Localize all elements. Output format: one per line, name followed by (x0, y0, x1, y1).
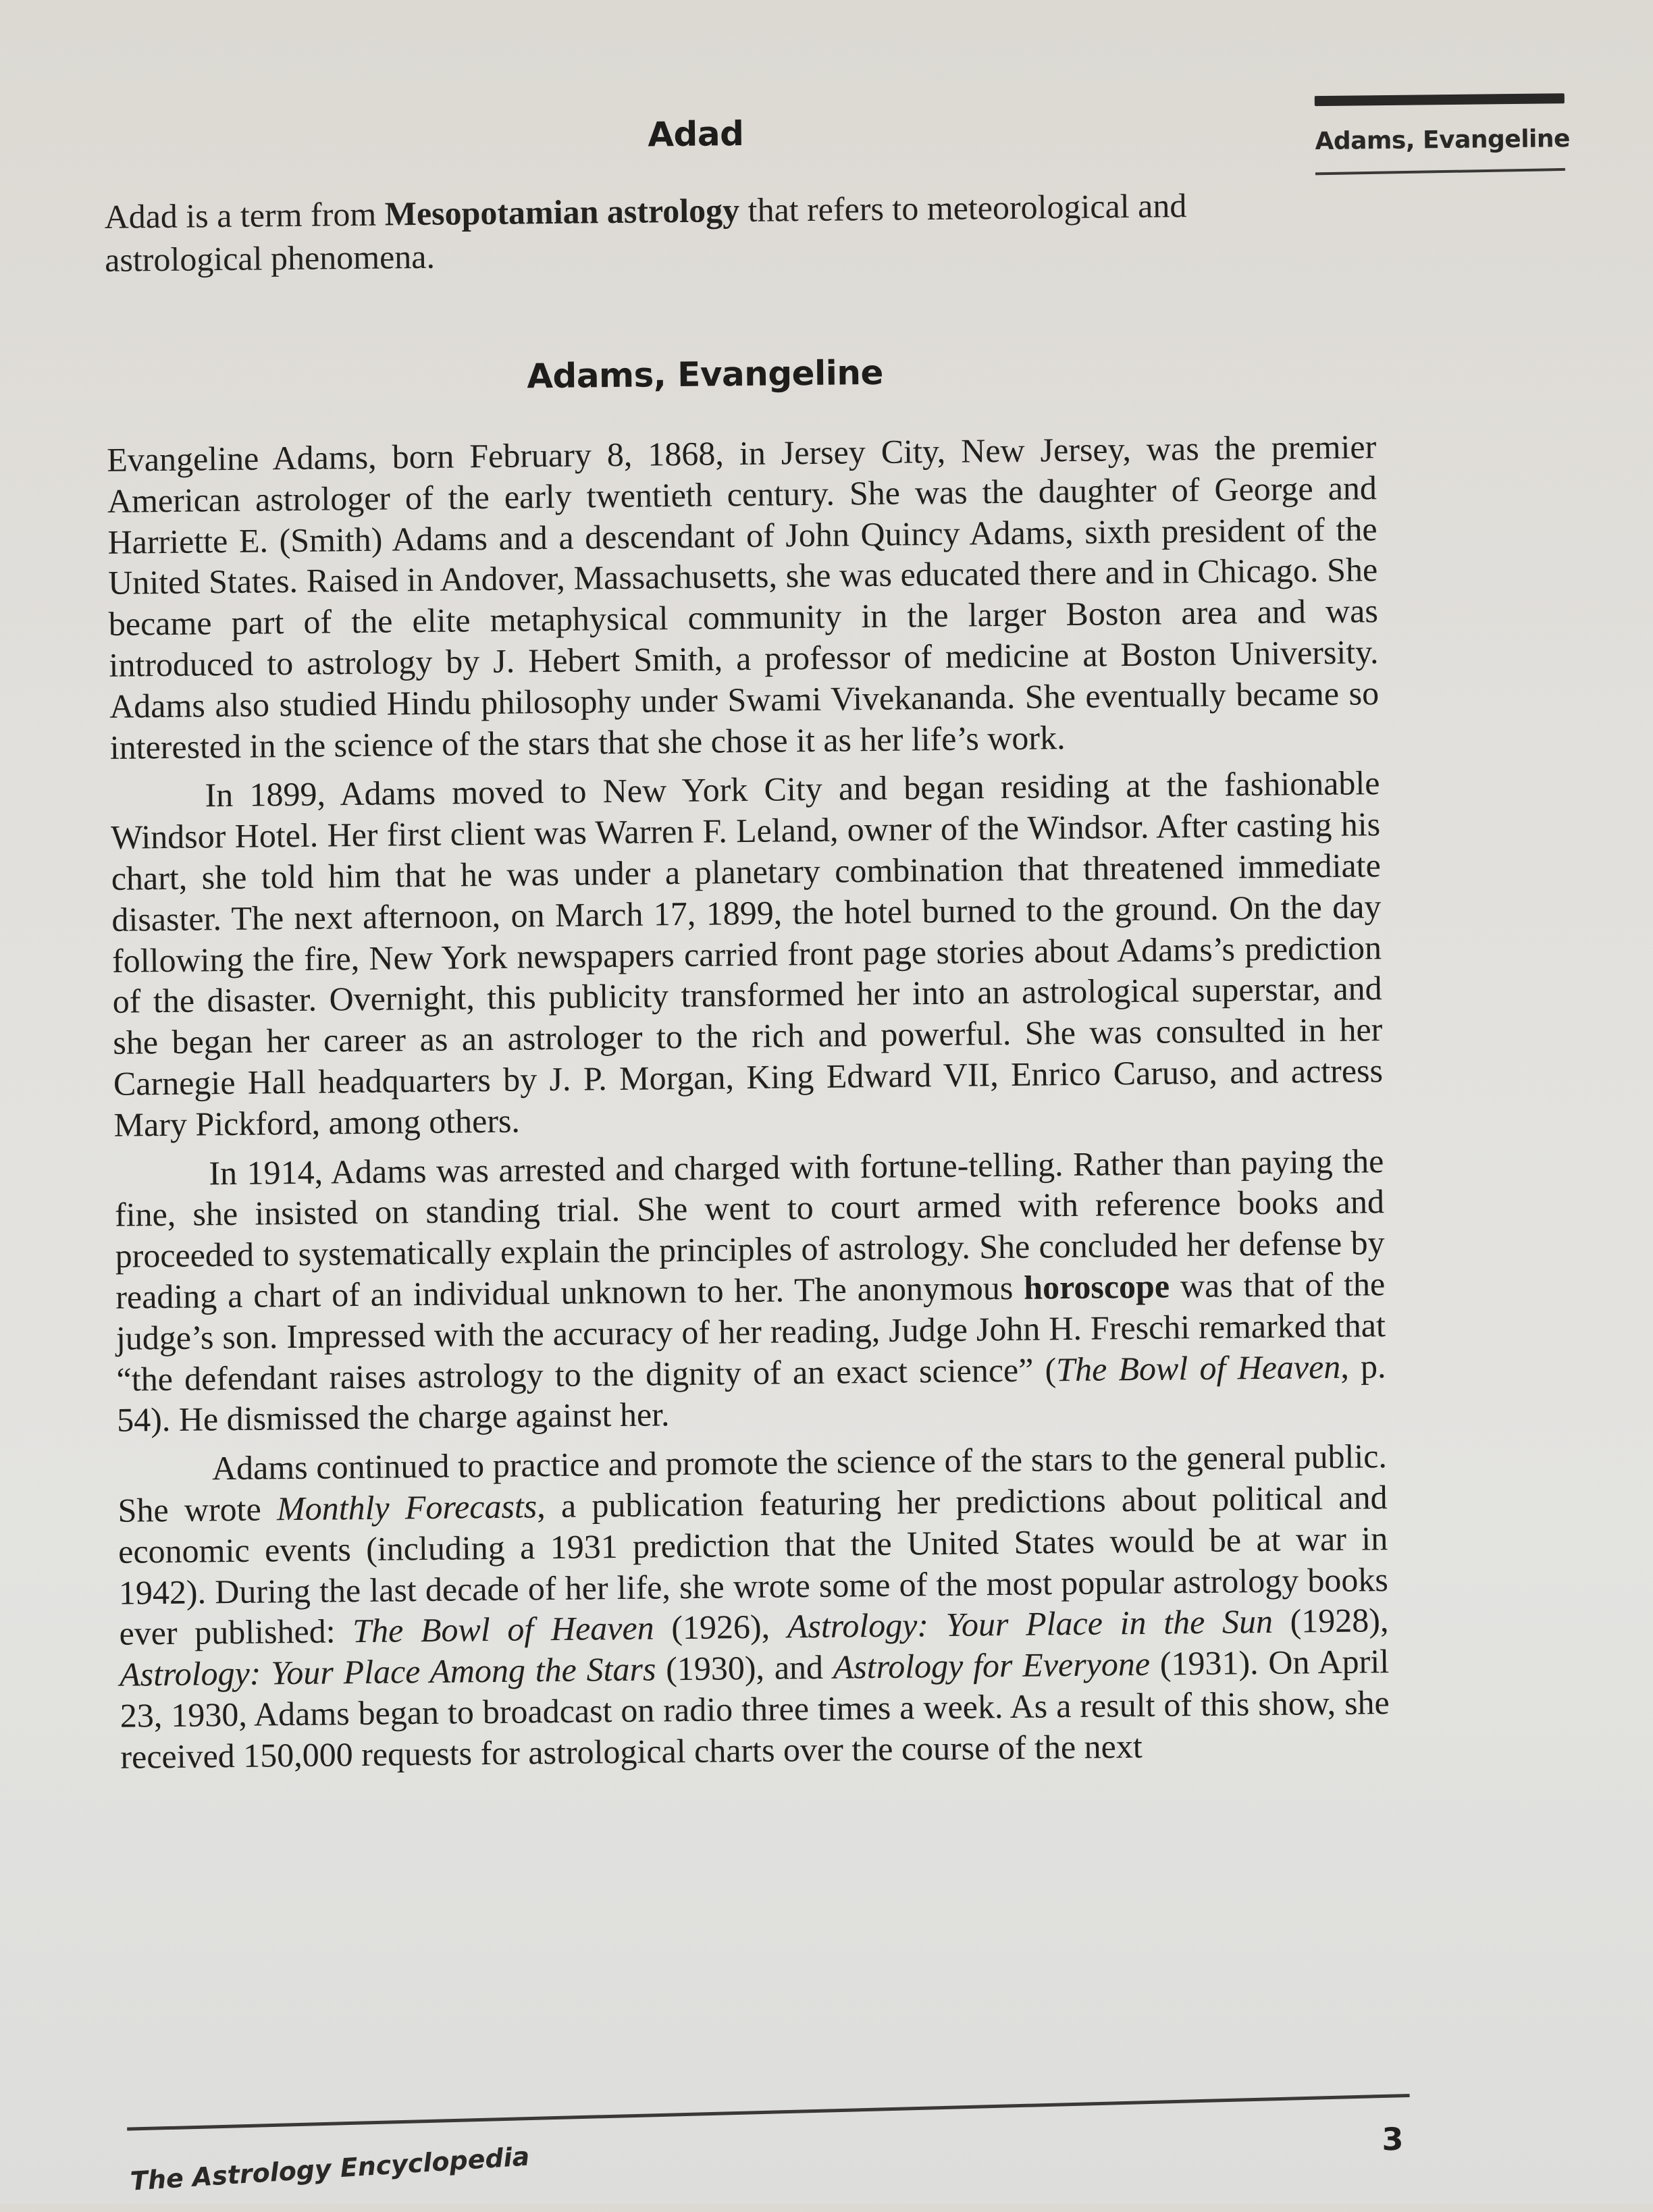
book-title-citation: Astrology: Your Place in the Sun (787, 1602, 1274, 1645)
text-segment: Evangeline Adams, born February 8, 1868, in Jersey City, New Jersey, was the premier American astrologer of the early twentieth century. She was the daughter of George and Harriette E. (Smith) Adams and a descendant of John Quincy Adams, sixth president of the United States. Raised in Andover, Massachusetts, she was educated there and in Chicago. She became part of the elite metaphysical community in the larger Boston area and was introduced to astrology by J. Hebert Smith, a professor of medicine at Boston University. Adams also studied Hindu philosophy under Swami Vivekananda. She eventually became so interested in the science of the stars that she chose it as her life’s work. (107, 427, 1380, 766)
footer-rule (127, 2094, 1409, 2131)
entry-heading-adad: Adad (648, 113, 744, 155)
entry-heading-adams-evangeline: Adams, Evangeline (526, 352, 884, 396)
text-segment: (1930), and (656, 1648, 834, 1688)
running-header-thin-rule (1315, 168, 1565, 175)
text-segment: Adams continued to practice and promote the science of the stars to the general public. She wrote (117, 1437, 1388, 1529)
text-segment: (1931). On April 23, 1930, Adams began to broadcast on radio three times a week. As a result of this show, she received 150,000 requests for astrological charts over the course of the next (120, 1642, 1390, 1776)
paragraph-4 (117, 1436, 1390, 1777)
entry-body-adad (104, 182, 1293, 281)
text-segment: (1926), (654, 1607, 788, 1647)
book-title-citation: The Bowl of Heaven (1055, 1347, 1341, 1388)
text-segment: , p. 54). He dismissed the charge against her. (116, 1346, 1386, 1440)
paragraph-2 (110, 763, 1384, 1146)
footer-book-title: The Astrology Encyclopedia (129, 2141, 531, 2196)
book-title-citation: Monthly Forecasts (276, 1487, 537, 1528)
book-title-citation: Astrology for Everyone (833, 1644, 1151, 1686)
cross-reference-term: horoscope (1023, 1267, 1170, 1307)
page-number: 3 (1382, 2120, 1404, 2158)
text-segment: In 1914, Adams was arrested and charged with fortune-telling. Rather than paying the fine, she insisted on standing trial. She went to court armed with reference books and proceeded to systematically explain the principles of astrology. She concluded her defense by reading a chart of an individual unknown to her. The anonymous (114, 1141, 1385, 1316)
text-segment: In 1899, Adams moved to New York City and began residing at the fashionable Windsor Hotel. Her first client was Warren F. Leland, owner of the Windsor. After casting his chart, she told him that he was under a planetary combination that threatened immediate disaster. The next afternoon, on March 17, 1899, the hotel burned to the ground. On the day following the fire, New York newspapers carried front page stories about Adams’s prediction of the disaster. Overnight, this publicity transformed her into an astrological superstar, and she began her career as an astrologer to the rich and powerful. She was consulted in her Carnegie Hall headquarters by J. P. Morgan, King Edward VII, Enrico Caruso, and actress Mary Pickford, among others. (110, 764, 1384, 1144)
running-header-label: Adams, Evangeline (1315, 125, 1571, 156)
paragraph-1 (107, 426, 1380, 768)
running-header-thick-rule (1315, 93, 1565, 106)
book-title-citation: The Bowl of Heaven (352, 1608, 654, 1650)
text-segment: that refers to meteorological and astrological phenomena. (104, 186, 1187, 279)
entry-body-adams-evangeline (107, 426, 1390, 1785)
cross-reference-term: Mesopotamian astrology (384, 191, 740, 233)
text-segment: Adad is a term from (104, 194, 385, 236)
paragraph-3 (114, 1140, 1386, 1441)
text-segment: was that of the judge’s son. Impressed with the accuracy of her reading, Judge John H. Freschi remarked that “the defendant raises astrology to the dignity of an exact science” ( (115, 1265, 1386, 1398)
text-segment: , a publication featuring her predictions about political and economic events (including a 1931 prediction that the United States would be at war in 1942). During the last decade of her life, she wrote some of the most popular astrology books ever published: (117, 1478, 1389, 1653)
text-segment: (1928), (1272, 1601, 1389, 1641)
book-title-citation: Astrology: Your Place Among the Stars (119, 1650, 656, 1693)
